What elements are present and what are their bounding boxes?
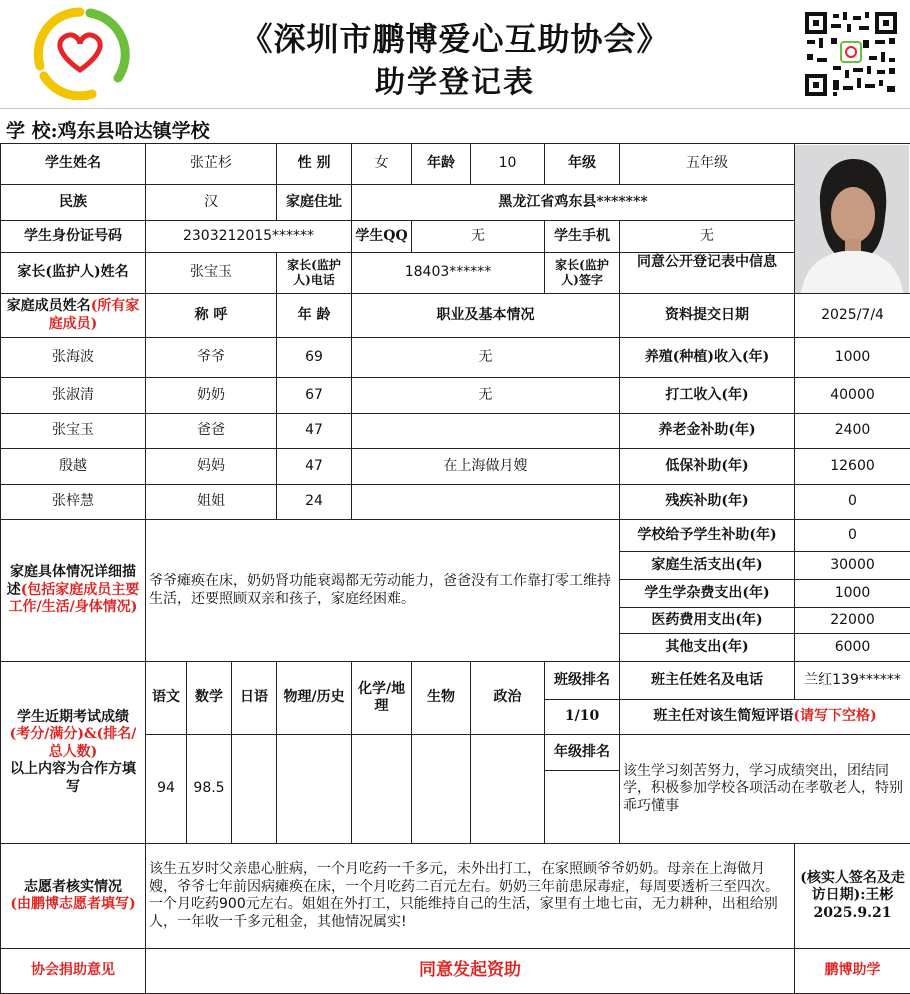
score-value bbox=[471, 735, 545, 844]
member-age: 47 bbox=[277, 414, 352, 449]
scores-label-footer: 以上内容为合作方填写 bbox=[10, 761, 136, 795]
student-photo bbox=[795, 144, 910, 294]
volunteer-label-text: 志愿者核实情况 bbox=[24, 878, 122, 895]
header bbox=[0, 0, 910, 142]
expense-label: 医药费用支出(年) bbox=[620, 608, 795, 634]
members-name-header bbox=[1, 294, 146, 338]
situation-label bbox=[1, 520, 146, 662]
guardian-name-label: 家长(监护人)姓名 bbox=[1, 253, 146, 294]
expense-label: 学生学杂费支出(年) bbox=[620, 580, 795, 608]
expense-value: 1000 bbox=[795, 580, 910, 608]
expense-value: 0 bbox=[795, 520, 910, 552]
consent-label: 同意公开登记表中信息 bbox=[620, 253, 795, 294]
member-name: 张淑清 bbox=[1, 378, 146, 414]
volunteer-label bbox=[1, 844, 146, 949]
age-label: 年龄 bbox=[412, 144, 471, 185]
member-relation: 爸爸 bbox=[146, 414, 277, 449]
school-label: 学 校: bbox=[6, 120, 58, 142]
members-name-header-text: 家庭成员姓名 bbox=[6, 298, 91, 314]
address-label: 家庭住址 bbox=[277, 185, 352, 221]
member-age: 47 bbox=[277, 449, 352, 485]
income-label: 养老金补助(年) bbox=[620, 414, 795, 449]
scores-label-text: 学生近期考试成绩 bbox=[17, 708, 129, 725]
volunteer-text: 该生五岁时父亲患心脏病，一个月吃药一千多元，未外出打工，在家照顾爷爷奶奶。母亲在上海做月嫂，爷爷七年前因病瘫痪在床，一个月吃药二百元左右。奶奶三年前患尿毒症，每周要透析三至四次。一个月吃药900元左右。姐姐在外打工，只能维持自己的生活，家里有土地七亩，无力耕种，出租给别人，一年收一千多元租金，其他情况属实! bbox=[146, 844, 795, 949]
opinion-label: 协会捐助意见 bbox=[1, 949, 146, 994]
situation-label-text: 家庭具体情况详细描述 bbox=[6, 564, 136, 598]
ethnicity-label: 民族 bbox=[1, 185, 146, 221]
header-divider bbox=[0, 108, 910, 109]
member-job: 在上海做月嫂 bbox=[352, 449, 620, 485]
scores-label bbox=[1, 662, 146, 844]
member-name: 张梓慧 bbox=[1, 485, 146, 520]
guardian-sign-label: 家长(监护人)签字 bbox=[545, 253, 620, 294]
volunteer-signature: (核实人签名及走访日期):王彬 2025.9.21 bbox=[795, 844, 910, 949]
income-value: 0 bbox=[795, 485, 910, 520]
school-line bbox=[6, 116, 210, 143]
score-value bbox=[232, 735, 277, 844]
member-name: 张宝玉 bbox=[1, 414, 146, 449]
job-header: 职业及基本情况 bbox=[352, 294, 620, 338]
qq: 无 bbox=[412, 221, 545, 253]
school-name: 鸡东县哈达镇学校 bbox=[57, 120, 210, 142]
registration-form bbox=[0, 143, 910, 994]
situation-text: 爷爷瘫痪在床，奶奶肾功能衰竭都无劳动能力，爸爸没有工作靠打零工维持生活，还要照顾双亲和孩子，家庭经困难。 bbox=[146, 520, 620, 662]
member-age: 67 bbox=[277, 378, 352, 414]
id-label: 学生身份证号码 bbox=[1, 221, 146, 253]
subject-header: 语文 bbox=[146, 662, 187, 735]
title-line2: 助学登记表 bbox=[375, 65, 535, 100]
expense-label: 学校给予学生补助(年) bbox=[620, 520, 795, 552]
score-value bbox=[412, 735, 471, 844]
member-name: 张海波 bbox=[1, 338, 146, 378]
guardian-name: 张宝玉 bbox=[146, 253, 277, 294]
address: 黑龙江省鸡东县******* bbox=[352, 185, 795, 221]
member-job bbox=[352, 414, 620, 449]
member-relation: 奶奶 bbox=[146, 378, 277, 414]
member-name: 殷越 bbox=[1, 449, 146, 485]
title-line1: 《深圳市鹏博爱心互助协会》 bbox=[240, 20, 670, 58]
member-job: 无 bbox=[352, 338, 620, 378]
teacher-comment: 该生学习刻苦努力，学习成绩突出，团结同学，积极参加学校各项活动在孝敬老人，特别乖巧懂事 bbox=[620, 735, 910, 844]
gender-label: 性 别 bbox=[277, 144, 352, 185]
id-number: 2303212015****** bbox=[146, 221, 352, 253]
phone-label: 学生手机 bbox=[545, 221, 620, 253]
student-name-label: 学生姓名 bbox=[1, 144, 146, 185]
student-name: 张芷杉 bbox=[146, 144, 277, 185]
grade-rank-label: 年级排名 bbox=[545, 735, 620, 771]
subject-header: 化学/地理 bbox=[352, 662, 412, 735]
guardian-phone-label: 家长(监护人)电话 bbox=[277, 253, 352, 294]
teacher-label: 班主任姓名及电话 bbox=[620, 662, 795, 700]
submit-date-label: 资料提交日期 bbox=[620, 294, 795, 338]
association-logo bbox=[30, 6, 130, 100]
comment-label-text: 班主任对该生简短评语 bbox=[653, 708, 794, 725]
subject-header: 生物 bbox=[412, 662, 471, 735]
subject-header: 日语 bbox=[232, 662, 277, 735]
member-job bbox=[352, 485, 620, 520]
subject-header: 物理/历史 bbox=[277, 662, 352, 735]
qr-code bbox=[803, 10, 899, 98]
subject-header: 政治 bbox=[471, 662, 545, 735]
member-relation: 姐姐 bbox=[146, 485, 277, 520]
income-value: 12600 bbox=[795, 449, 910, 485]
expense-value: 30000 bbox=[795, 552, 910, 580]
submit-date: 2025/7/4 bbox=[795, 294, 910, 338]
income-value: 2400 bbox=[795, 414, 910, 449]
age: 10 bbox=[471, 144, 545, 185]
subject-header: 数学 bbox=[187, 662, 232, 735]
age-header: 年 龄 bbox=[277, 294, 352, 338]
ethnicity: 汉 bbox=[146, 185, 277, 221]
expense-label: 其他支出(年) bbox=[620, 634, 795, 662]
qq-label: 学生QQ bbox=[352, 221, 412, 253]
opinion: 同意发起资助 bbox=[146, 949, 795, 994]
member-relation: 爷爷 bbox=[146, 338, 277, 378]
class-rank: 1/10 bbox=[545, 700, 620, 735]
class-rank-label: 班级排名 bbox=[545, 662, 620, 700]
income-label: 打工收入(年) bbox=[620, 378, 795, 414]
scores-label-note: (考分/满分)&(排名/总人数) bbox=[9, 726, 137, 760]
expense-value: 6000 bbox=[795, 634, 910, 662]
expense-value: 22000 bbox=[795, 608, 910, 634]
grade-rank bbox=[545, 771, 620, 844]
member-age: 24 bbox=[277, 485, 352, 520]
member-job: 无 bbox=[352, 378, 620, 414]
member-age: 69 bbox=[277, 338, 352, 378]
relation-header: 称 呼 bbox=[146, 294, 277, 338]
situation-label-note: (包括家庭成员主要工作/生活/身体情况) bbox=[8, 581, 140, 616]
income-label: 低保补助(年) bbox=[620, 449, 795, 485]
phone: 无 bbox=[620, 221, 795, 253]
income-label: 养殖(种植)收入(年) bbox=[620, 338, 795, 378]
member-relation: 妈妈 bbox=[146, 449, 277, 485]
gender: 女 bbox=[352, 144, 412, 185]
student-photo-image bbox=[795, 145, 909, 293]
score-value: 94 bbox=[146, 735, 187, 844]
score-value bbox=[352, 735, 412, 844]
grade-label: 年级 bbox=[545, 144, 620, 185]
org-name: 鹏博助学 bbox=[795, 949, 910, 994]
expense-label: 家庭生活支出(年) bbox=[620, 552, 795, 580]
teacher: 兰红139****** bbox=[795, 662, 910, 700]
score-value bbox=[277, 735, 352, 844]
comment-note: (请写下空格) bbox=[793, 708, 877, 725]
score-value: 98.5 bbox=[187, 735, 232, 844]
comment-label bbox=[620, 700, 910, 735]
guardian-phone: 18403****** bbox=[352, 253, 545, 294]
income-label: 残疾补助(年) bbox=[620, 485, 795, 520]
volunteer-label-note: (由鹏博志愿者填写) bbox=[10, 896, 136, 912]
income-value: 40000 bbox=[795, 378, 910, 414]
members-name-note: (所有家庭成员) bbox=[48, 298, 140, 332]
grade: 五年级 bbox=[620, 144, 795, 185]
income-value: 1000 bbox=[795, 338, 910, 378]
